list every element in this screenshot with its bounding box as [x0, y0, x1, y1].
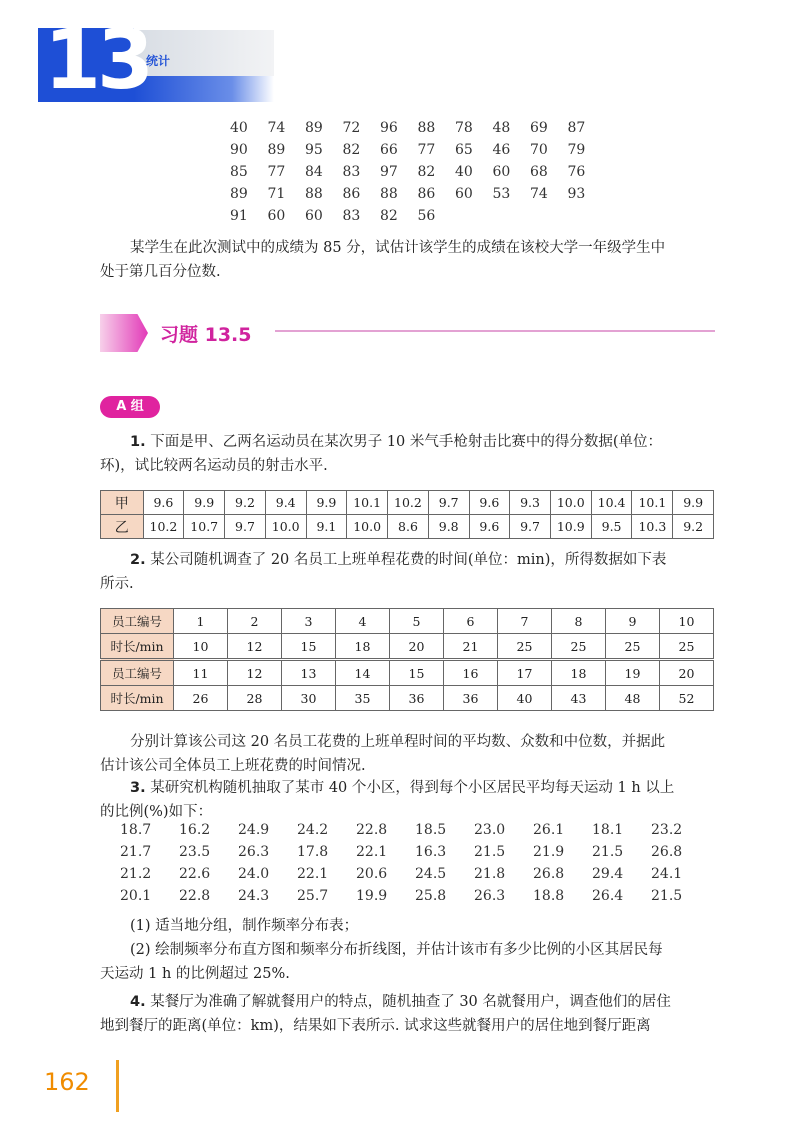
page-number: 162 — [44, 1068, 90, 1096]
table-cell: 9.7 — [510, 515, 551, 539]
q3-text-1: 某研究机构随机抽取了某市 40 个小区，得到每个小区居民平均每天运动 1 h 以上 — [150, 780, 675, 796]
data-cell: 21.9 — [533, 844, 565, 860]
table-cell: 10.0 — [347, 515, 388, 539]
data-cell: 24.5 — [415, 866, 447, 882]
data-cell: 66 — [380, 142, 398, 158]
table-cell: 10.0 — [265, 515, 306, 539]
q3-sub-2-line-2: 天运动 1 h 的比例超过 25%. — [100, 966, 290, 982]
data-cell: 74 — [530, 186, 548, 202]
table-cell: 9.7 — [225, 515, 266, 539]
table-cell: 16 — [444, 660, 498, 686]
table-cell: 10.2 — [143, 515, 184, 539]
table-cell: 9.9 — [184, 491, 225, 515]
data-cell: 22.1 — [297, 866, 329, 882]
data-cell: 77 — [267, 164, 286, 180]
data-cell: 82 — [417, 164, 436, 180]
data-cell: 76 — [567, 164, 586, 180]
data-cell: 23.5 — [179, 844, 211, 860]
time-header: 时长/min — [101, 686, 174, 711]
q2-followup — [100, 730, 720, 778]
data-cell: 26.1 — [533, 822, 565, 838]
data-cell: 18.5 — [415, 822, 447, 838]
q3-line-2: 的比例(%)如下： — [100, 804, 213, 820]
data-cell: 69 — [530, 120, 548, 136]
table-cell: 12 — [228, 634, 282, 660]
data-cell: 22.8 — [179, 888, 211, 904]
commute-time-table — [100, 608, 714, 711]
row-label-yi: 乙 — [101, 515, 144, 539]
table-cell: 25 — [660, 634, 714, 660]
data-cell: 22.1 — [356, 844, 388, 860]
data-cell: 89 — [305, 120, 323, 136]
data-row — [230, 120, 605, 142]
table-cell: 20 — [660, 660, 714, 686]
time-header: 时长/min — [101, 634, 174, 660]
data-cell: 86 — [417, 186, 436, 202]
table-cell: 2 — [228, 609, 282, 634]
data-cell: 24.9 — [238, 822, 270, 838]
data-cell: 18.1 — [592, 822, 624, 838]
table-cell: 30 — [282, 686, 336, 711]
intro-paragraph — [100, 236, 720, 284]
table-row — [101, 634, 714, 660]
data-cell: 16.3 — [415, 844, 447, 860]
data-cell: 89 — [267, 142, 286, 158]
data-cell: 86 — [342, 186, 361, 202]
data-cell: 60 — [455, 186, 473, 202]
table-cell: 20 — [390, 634, 444, 660]
data-row — [230, 142, 605, 164]
table-cell: 12 — [228, 660, 282, 686]
data-cell: 46 — [492, 142, 511, 158]
data-row — [230, 186, 605, 208]
data-cell: 56 — [417, 208, 436, 224]
table-cell: 9.8 — [428, 515, 469, 539]
table-cell: 18 — [552, 660, 606, 686]
table-cell: 9.6 — [469, 515, 510, 539]
table-cell: 10.9 — [550, 515, 591, 539]
data-row — [120, 888, 710, 910]
table-cell: 28 — [228, 686, 282, 711]
page-number-divider — [116, 1060, 119, 1112]
q3-sub-questions — [100, 914, 720, 986]
question-4 — [100, 990, 720, 1038]
table-cell: 9.6 — [469, 491, 510, 515]
q4-number: 4. — [130, 994, 146, 1010]
data-cell: 21.5 — [474, 844, 506, 860]
section-divider — [275, 330, 715, 332]
data-cell: 82 — [342, 142, 361, 158]
table-cell: 9.9 — [306, 491, 347, 515]
table-cell: 40 — [498, 686, 552, 711]
table-cell: 5 — [390, 609, 444, 634]
data-cell: 23.2 — [651, 822, 683, 838]
table-cell: 36 — [390, 686, 444, 711]
data-cell: 25.8 — [415, 888, 447, 904]
q2-line-1 — [100, 548, 720, 572]
table-cell: 19 — [606, 660, 660, 686]
table-cell: 15 — [390, 660, 444, 686]
table-cell: 25 — [498, 634, 552, 660]
data-cell: 21.5 — [592, 844, 624, 860]
table-row — [101, 660, 714, 686]
data-cell: 24.3 — [238, 888, 270, 904]
data-cell: 26.3 — [238, 844, 270, 860]
section-title: 习题 13.5 — [160, 324, 252, 346]
data-cell: 40 — [230, 120, 248, 136]
table-cell: 17 — [498, 660, 552, 686]
data-cell: 79 — [567, 142, 586, 158]
table-cell: 9.9 — [673, 491, 714, 515]
data-row — [230, 208, 605, 230]
id-header: 员工编号 — [101, 660, 174, 686]
q3-sub-1: (1) 适当地分组，制作频率分布表； — [130, 918, 359, 934]
data-cell: 70 — [530, 142, 548, 158]
data-cell: 97 — [380, 164, 398, 180]
table-cell: 10.7 — [184, 515, 225, 539]
table-cell: 25 — [606, 634, 660, 660]
group-label: A 组 — [100, 396, 160, 418]
data-cell: 77 — [417, 142, 436, 158]
q1-line-2: 环)，试比较两名运动员的射击水平. — [100, 458, 328, 474]
chapter-title: 统计 — [146, 54, 171, 68]
data-cell: 26.3 — [474, 888, 506, 904]
table-cell: 9.4 — [265, 491, 306, 515]
table-cell: 7 — [498, 609, 552, 634]
data-cell: 60 — [305, 208, 323, 224]
table-cell: 26 — [174, 686, 228, 711]
data-cell: 87 — [567, 120, 586, 136]
q3-data-grid — [120, 822, 710, 910]
table-cell: 13 — [282, 660, 336, 686]
q1-text-1: 下面是甲、乙两名运动员在某次男子 10 米气手枪射击比赛中的得分数据(单位： — [150, 434, 663, 450]
data-cell: 82 — [380, 208, 398, 224]
data-cell: 23.0 — [474, 822, 506, 838]
data-row — [120, 844, 710, 866]
data-cell: 21.2 — [120, 866, 152, 882]
data-cell: 88 — [417, 120, 436, 136]
q2-text-1: 某公司随机调查了 20 名员工上班单程花费的时间(单位：min)，所得数据如下表 — [150, 552, 667, 568]
data-cell: 83 — [342, 164, 361, 180]
data-cell: 21.7 — [120, 844, 152, 860]
data-cell: 22.6 — [179, 866, 211, 882]
table-cell: 9.7 — [428, 491, 469, 515]
table-cell: 48 — [606, 686, 660, 711]
data-cell: 40 — [455, 164, 473, 180]
table-cell: 10 — [174, 634, 228, 660]
top-data-grid — [230, 120, 605, 230]
section-tab-marker — [100, 314, 148, 352]
table-cell: 8.6 — [388, 515, 429, 539]
table-cell: 6 — [444, 609, 498, 634]
data-cell: 24.1 — [651, 866, 683, 882]
table-cell: 10 — [660, 609, 714, 634]
data-cell: 20.6 — [356, 866, 388, 882]
data-cell: 85 — [230, 164, 248, 180]
data-cell: 26.4 — [592, 888, 624, 904]
table-cell: 3 — [282, 609, 336, 634]
data-cell: 19.9 — [356, 888, 388, 904]
table-cell: 35 — [336, 686, 390, 711]
data-row — [120, 822, 710, 844]
q3-line-1 — [100, 776, 720, 800]
data-cell: 22.8 — [356, 822, 388, 838]
data-cell: 17.8 — [297, 844, 329, 860]
data-cell: 18.7 — [120, 822, 152, 838]
data-cell: 88 — [305, 186, 323, 202]
data-cell: 24.2 — [297, 822, 329, 838]
data-cell: 72 — [342, 120, 361, 136]
table-row — [101, 515, 714, 539]
id-header: 员工编号 — [101, 609, 174, 634]
data-row — [120, 866, 710, 888]
q2-after-2: 估计该公司全体员工上班花费的时间情况. — [100, 758, 366, 774]
table-cell: 36 — [444, 686, 498, 711]
chapter-number: 13 — [44, 13, 151, 108]
chapter-header-blue-bar — [134, 76, 274, 102]
table-cell: 52 — [660, 686, 714, 711]
data-cell: 21.5 — [651, 888, 683, 904]
data-cell: 60 — [267, 208, 286, 224]
table-cell: 10.1 — [347, 491, 388, 515]
table-cell: 10.0 — [550, 491, 591, 515]
data-cell: 95 — [305, 142, 323, 158]
q3-number: 3. — [130, 780, 146, 796]
data-cell: 90 — [230, 142, 248, 158]
table-cell: 10.2 — [388, 491, 429, 515]
data-cell: 24.0 — [238, 866, 270, 882]
q2-number: 2. — [130, 552, 146, 568]
data-cell: 26.8 — [533, 866, 565, 882]
table-cell: 25 — [552, 634, 606, 660]
q3-sub-2-line-1: (2) 绘制频率分布直方图和频率分布折线图，并估计该市有多少比例的小区其居民每 — [130, 942, 663, 958]
table-cell: 4 — [336, 609, 390, 634]
q1-line-1 — [100, 430, 720, 454]
q1-number: 1. — [130, 434, 146, 450]
data-cell: 65 — [455, 142, 473, 158]
intro-line-2: 处于第几百分位数. — [100, 264, 221, 280]
table-cell: 14 — [336, 660, 390, 686]
q4-line-1 — [100, 990, 720, 1014]
table-cell: 9.2 — [673, 515, 714, 539]
data-cell: 78 — [455, 120, 473, 136]
data-cell: 88 — [380, 186, 398, 202]
table-cell: 18 — [336, 634, 390, 660]
table-cell: 1 — [174, 609, 228, 634]
data-cell: 20.1 — [120, 888, 152, 904]
shooting-score-table — [100, 490, 714, 539]
table-cell: 8 — [552, 609, 606, 634]
table-cell: 21 — [444, 634, 498, 660]
table-row — [101, 686, 714, 711]
table-cell: 11 — [174, 660, 228, 686]
data-cell: 29.4 — [592, 866, 624, 882]
table-cell: 9 — [606, 609, 660, 634]
table-cell: 9.5 — [591, 515, 632, 539]
data-cell: 26.8 — [651, 844, 683, 860]
table-cell: 9.6 — [143, 491, 184, 515]
table-cell: 10.1 — [632, 491, 673, 515]
data-cell: 18.8 — [533, 888, 565, 904]
q2-line-2: 所示. — [100, 576, 134, 592]
question-3 — [100, 776, 720, 824]
data-cell: 84 — [305, 164, 323, 180]
data-cell: 60 — [492, 164, 511, 180]
q4-line-2: 地到餐厅的距离(单位：km)，结果如下表所示. 试求这些就餐用户的居住地到餐厅距离 — [100, 1018, 651, 1034]
table-row — [101, 491, 714, 515]
table-cell: 9.3 — [510, 491, 551, 515]
table-cell: 9.1 — [306, 515, 347, 539]
row-label-jia: 甲 — [101, 491, 144, 515]
table-cell: 9.2 — [225, 491, 266, 515]
data-cell: 83 — [342, 208, 361, 224]
data-cell: 21.8 — [474, 866, 506, 882]
data-cell: 91 — [230, 208, 248, 224]
data-cell: 71 — [267, 186, 286, 202]
data-cell: 48 — [492, 120, 511, 136]
table-cell: 43 — [552, 686, 606, 711]
data-cell: 89 — [230, 186, 248, 202]
data-cell: 96 — [380, 120, 398, 136]
data-cell: 93 — [567, 186, 586, 202]
data-cell: 74 — [267, 120, 286, 136]
intro-line-1: 某学生在此次测试中的成绩为 85 分，试估计该学生的成绩在该校大学一年级学生中 — [130, 240, 666, 256]
question-1 — [100, 430, 720, 478]
data-cell: 25.7 — [297, 888, 329, 904]
table-row — [101, 609, 714, 634]
data-cell: 53 — [492, 186, 511, 202]
table-cell: 10.3 — [632, 515, 673, 539]
data-cell: 16.2 — [179, 822, 211, 838]
data-row — [230, 164, 605, 186]
data-cell: 68 — [530, 164, 548, 180]
q2-after-1: 分别计算该公司这 20 名员工花费的上班单程时间的平均数、众数和中位数，并据此 — [130, 734, 666, 750]
table-cell: 10.4 — [591, 491, 632, 515]
table-cell: 15 — [282, 634, 336, 660]
question-2 — [100, 548, 720, 596]
q4-text-1: 某餐厅为准确了解就餐用户的特点，随机抽查了 30 名就餐用户，调查他们的居住 — [150, 994, 671, 1010]
